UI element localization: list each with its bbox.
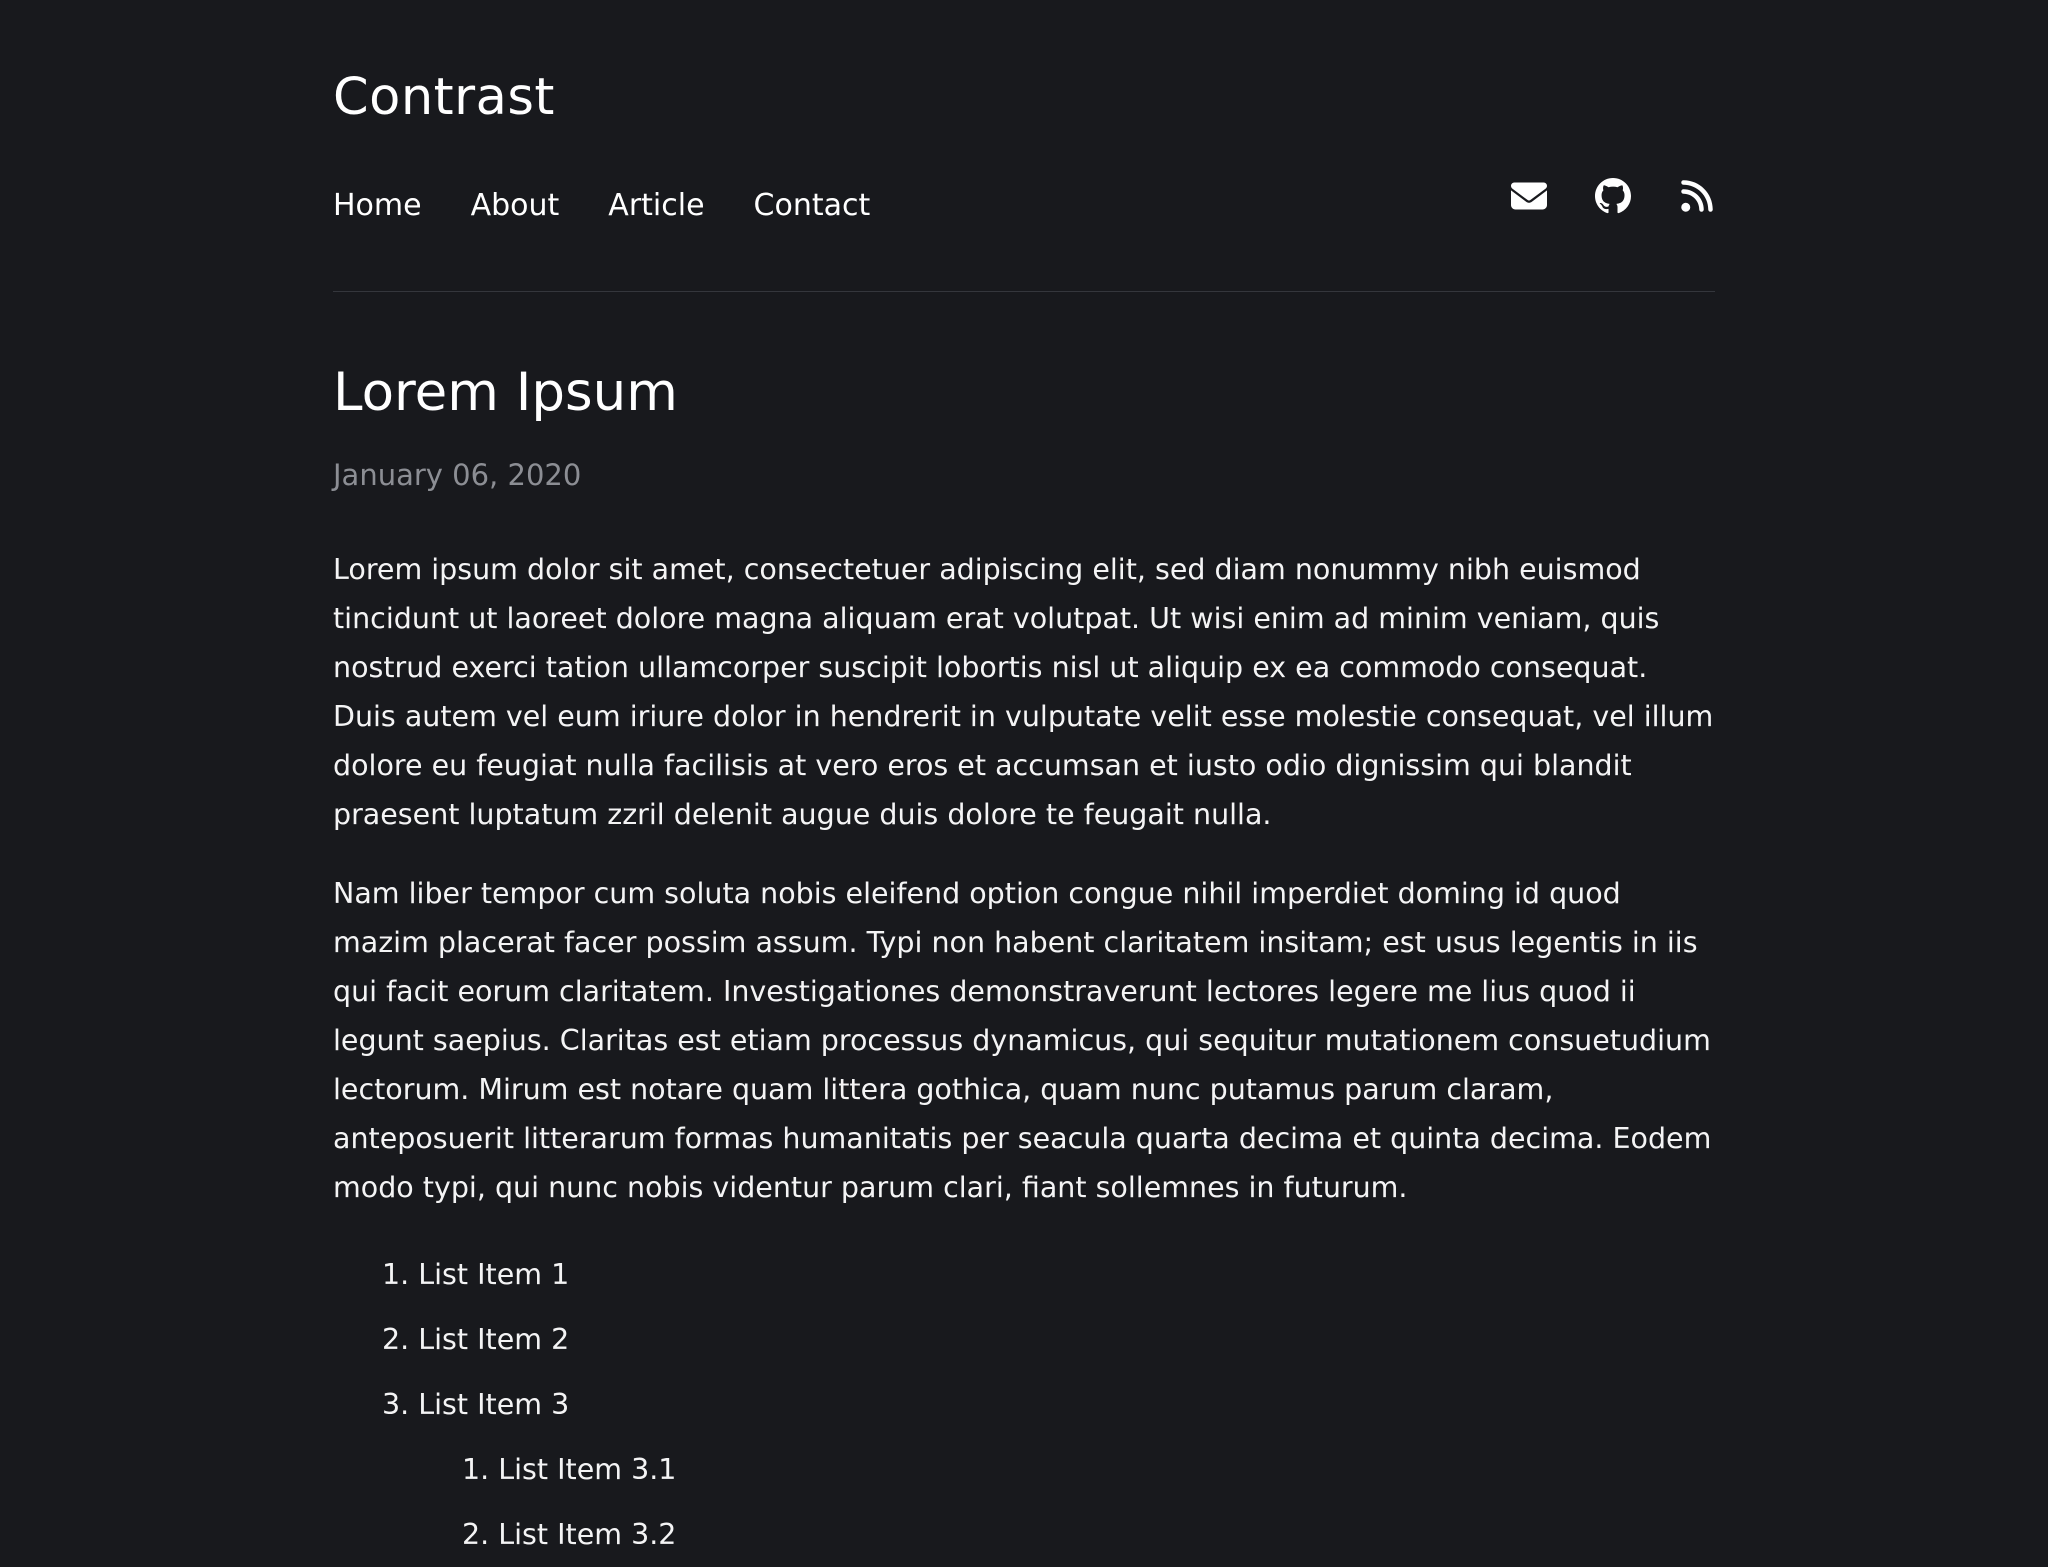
envelope-icon bbox=[1511, 178, 1547, 214]
email-link[interactable] bbox=[1511, 178, 1547, 214]
list-item-label: List Item 2 bbox=[418, 1323, 570, 1356]
main-nav bbox=[333, 184, 870, 228]
list-item bbox=[382, 1372, 1715, 1567]
nav-item-about[interactable]: About bbox=[470, 188, 560, 223]
list-item bbox=[462, 1437, 1715, 1502]
nav-item-contact[interactable]: Contact bbox=[753, 188, 871, 223]
list-item-number: 2. bbox=[462, 1518, 490, 1551]
rss-icon bbox=[1679, 178, 1715, 214]
rss-link[interactable] bbox=[1679, 178, 1715, 214]
list-item-label: List Item 3.2 bbox=[498, 1518, 677, 1551]
list-item-label: List Item 1 bbox=[418, 1258, 570, 1291]
post-paragraph: Lorem ipsum dolor sit amet, consectetuer adipiscing elit, sed diam nonummy nibh euismod tincidunt ut laoreet dolore magna aliquam erat volutpat. Ut wisi enim ad minim veniam, quis nostrud exerci tation ullamcorper suscipit lobortis nisl ut aliquip ex ea commodo consequat. Duis autem vel eum iriure dolor in hendrerit in vulputate velit esse molestie consequat, vel illum dolore eu feugiat nulla facilisis at vero eros et accumsan et iusto odio dignissim qui blandit praesent luptatum zzril delenit augue duis dolore te feugait nulla. bbox=[333, 553, 1714, 831]
github-icon bbox=[1595, 178, 1631, 214]
list-item-label: List Item 3.1 bbox=[498, 1453, 677, 1486]
list-item-number: 1. bbox=[462, 1453, 490, 1486]
site-title[interactable]: Contrast bbox=[333, 68, 555, 127]
social-links bbox=[1511, 178, 1715, 214]
nested-ordered-list bbox=[462, 1437, 1715, 1567]
nav-item-article[interactable]: Article bbox=[608, 188, 705, 223]
post-paragraph: Nam liber tempor cum soluta nobis eleifend option congue nihil imperdiet doming id quod mazim placerat facer possim assum. Typi non habent claritatem insitam; est usus legentis in iis qui facit eorum claritatem. Investigationes demonstraverunt lectores legere me lius quod ii legunt saepius. Claritas est etiam processus dynamicus, qui sequitur mutationem consuetudium lectorum. Mirum est notare quam littera gothica, quam nunc putamus parum claram, anteposuerit litterarum formas humanitatis per seacula quarta decima et quinta decima. Eodem modo typi, qui nunc nobis videntur parum clari, fiant sollemnes in futurum. bbox=[333, 877, 1712, 1204]
list-item-number: 2. bbox=[382, 1323, 410, 1356]
github-link[interactable] bbox=[1595, 178, 1631, 214]
list-item bbox=[382, 1242, 1715, 1307]
list-item-number: 3. bbox=[382, 1388, 410, 1421]
list-item bbox=[462, 1502, 1715, 1567]
post-title: Lorem Ipsum bbox=[333, 362, 678, 423]
ordered-list bbox=[382, 1242, 1715, 1567]
list-item-number: 1. bbox=[382, 1258, 410, 1291]
post-content bbox=[333, 545, 1715, 1567]
list-item bbox=[382, 1307, 1715, 1372]
nav-item-home[interactable]: Home bbox=[333, 188, 422, 223]
post-date: January 06, 2020 bbox=[333, 458, 582, 492]
header-divider bbox=[333, 291, 1715, 292]
list-item-label: List Item 3 bbox=[418, 1388, 570, 1421]
